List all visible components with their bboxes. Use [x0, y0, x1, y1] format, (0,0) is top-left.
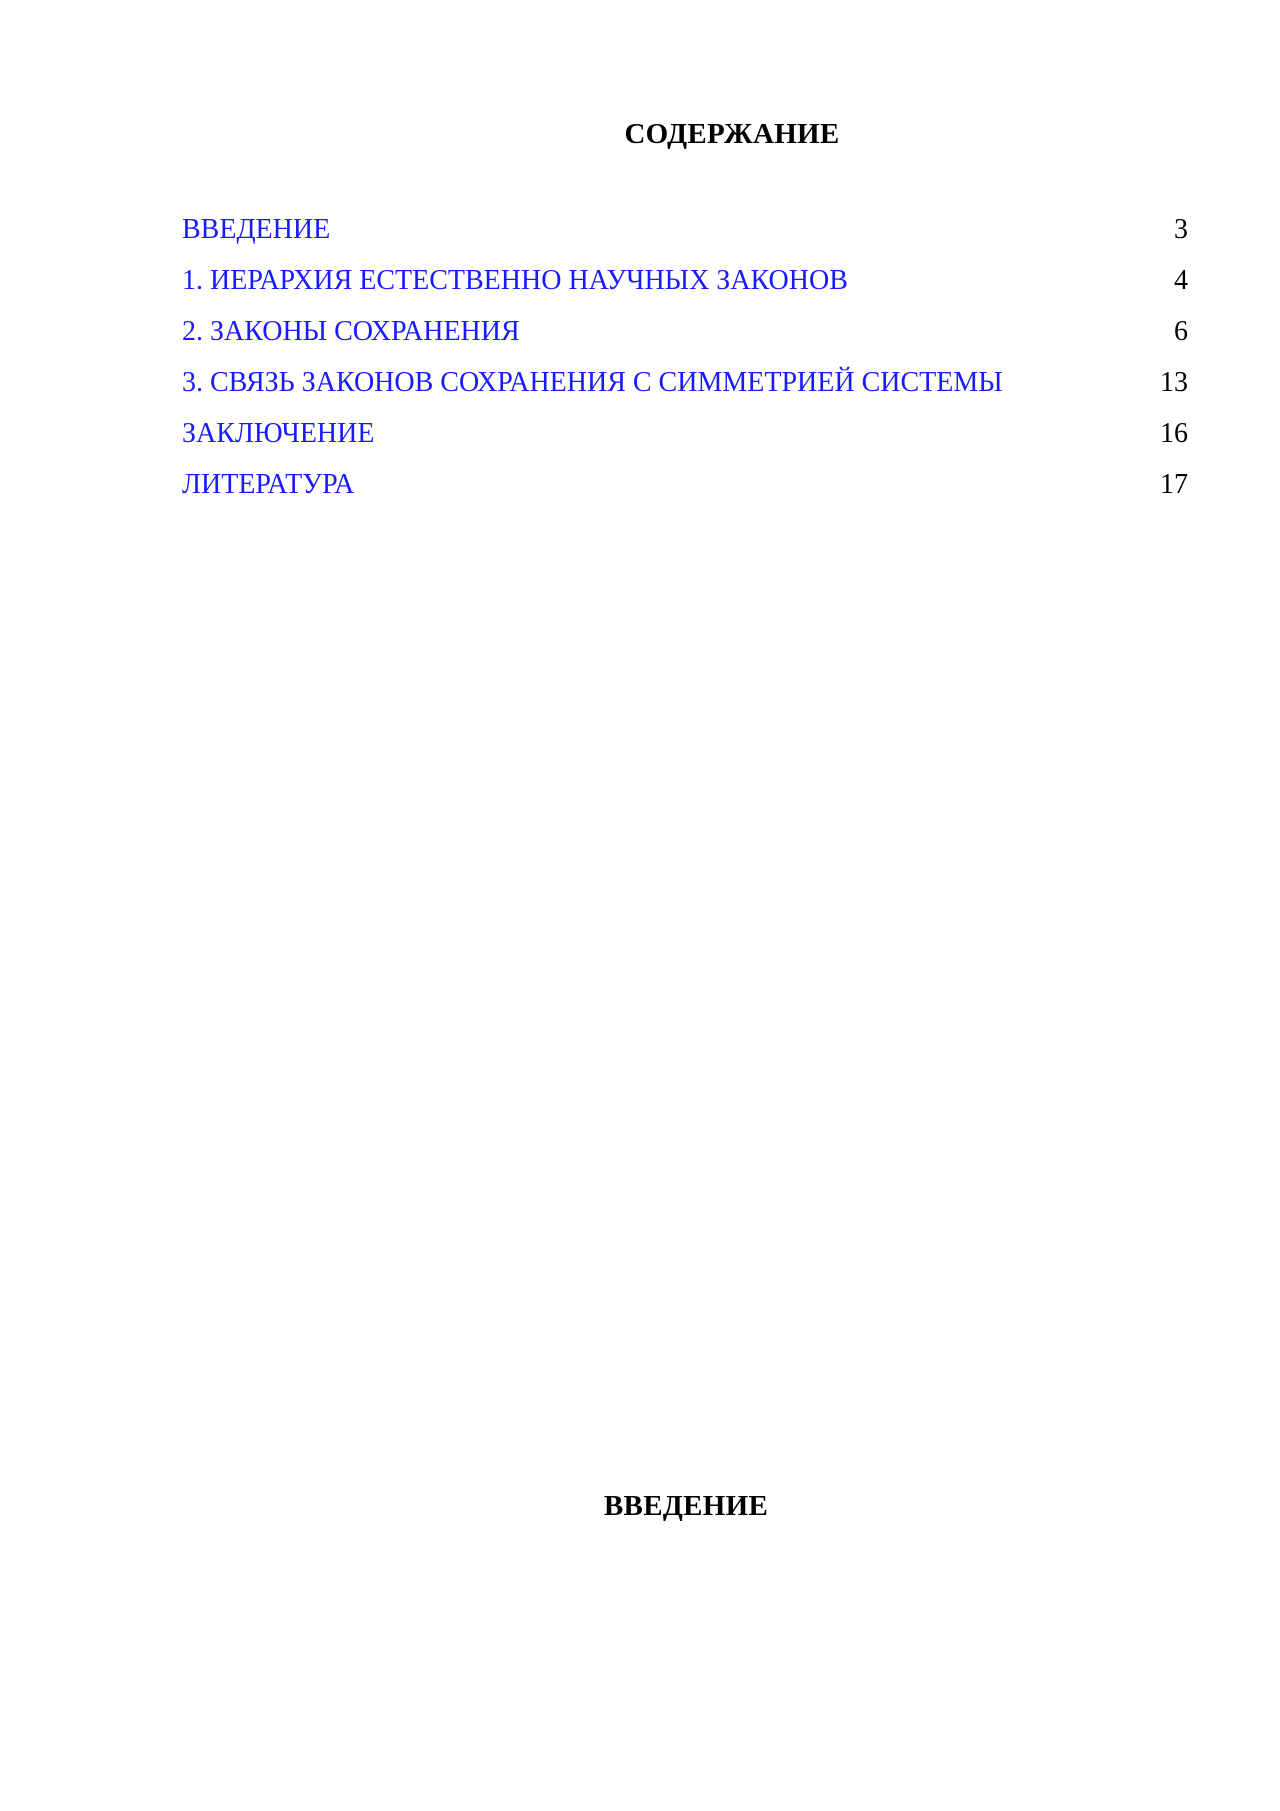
toc-link-conclusion[interactable]: ЗАКЛЮЧЕНИЕ — [182, 418, 375, 449]
toc-page-number: 3 — [1174, 214, 1188, 245]
toc-entry-literature — [182, 467, 1188, 518]
toc-entry-chapter-3 — [182, 365, 1188, 416]
toc-title — [0, 118, 1280, 151]
toc-link-literature[interactable]: ЛИТЕРАТУРА — [182, 469, 355, 500]
toc-link-chapter-3[interactable]: 3. СВЯЗЬ ЗАКОНОВ СОХРАНЕНИЯ С СИММЕТРИЕЙ СИСТЕМЫ — [182, 367, 1003, 398]
toc-entry-chapter-2 — [182, 314, 1188, 365]
toc-entry-introduction — [182, 212, 1188, 263]
toc-link-introduction[interactable]: ВВЕДЕНИЕ — [182, 214, 331, 245]
toc-page-number: 6 — [1174, 316, 1188, 347]
toc-link-chapter-1[interactable]: 1. ИЕРАРХИЯ ЕСТЕСТВЕННО НАУЧНЫХ ЗАКОНОВ — [182, 265, 848, 296]
section-heading-introduction: ВВЕДЕНИЕ — [603, 1490, 769, 1522]
toc-link-chapter-2[interactable]: 2. ЗАКОНЫ СОХРАНЕНИЯ — [182, 316, 520, 347]
toc-page-number: 16 — [1160, 418, 1188, 449]
table-of-contents — [182, 212, 1188, 518]
toc-title-text: СОДЕРЖАНИЕ — [624, 118, 840, 150]
toc-page-number: 13 — [1160, 367, 1188, 398]
toc-page-number: 4 — [1174, 265, 1188, 296]
toc-entry-chapter-1 — [182, 263, 1188, 314]
toc-entry-conclusion — [182, 416, 1188, 467]
toc-page-number: 17 — [1160, 469, 1188, 500]
